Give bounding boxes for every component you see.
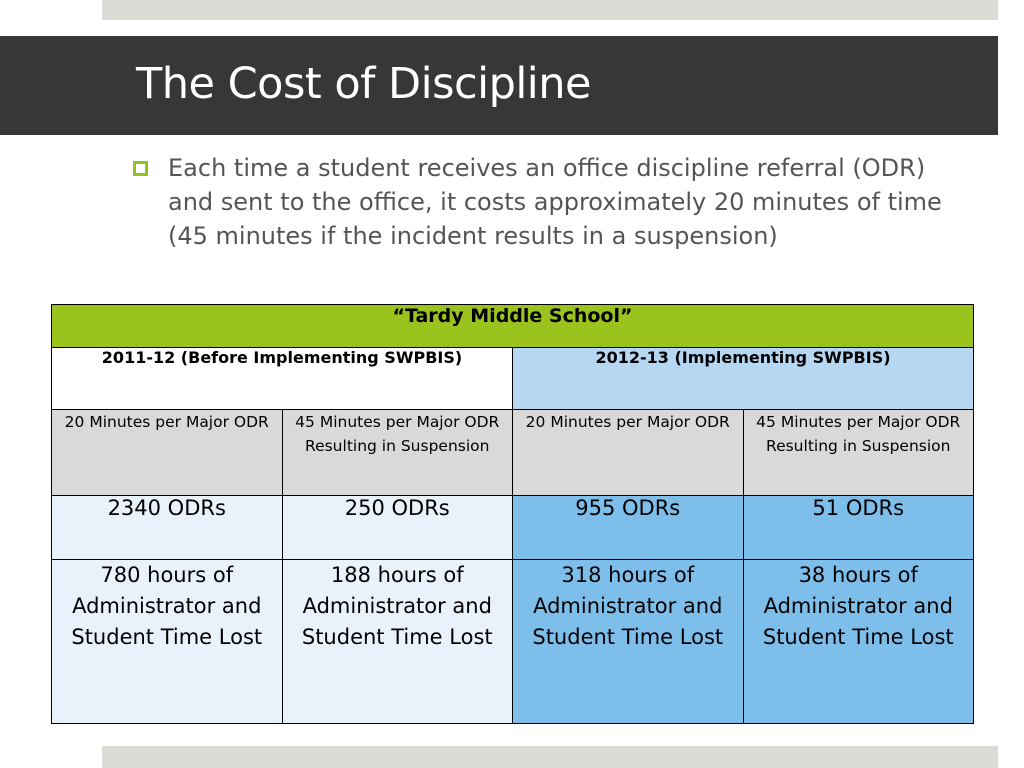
subheader-cell: 45 Minutes per Major ODR Resulting in Suspension — [282, 410, 513, 496]
odr-count-cell: 2340 ODRs — [52, 496, 283, 560]
hours-lost-cell: 318 hours of Administrator and Student Time Lost — [513, 560, 744, 724]
slide-title: The Cost of Discipline — [136, 59, 591, 109]
hours-lost-cell: 188 hours of Administrator and Student Time Lost — [282, 560, 513, 724]
odr-count-cell: 250 ODRs — [282, 496, 513, 560]
hours-lost-row — [52, 560, 974, 724]
period-header-row — [52, 348, 974, 410]
bottom-decorative-strip — [102, 746, 998, 768]
odr-count-row — [52, 496, 974, 560]
bullet-square-icon — [133, 161, 148, 176]
school-name-cell: “Tardy Middle School” — [52, 305, 974, 348]
top-decorative-strip — [102, 0, 998, 20]
period-after-cell: 2012-13 (Implementing SWPBIS) — [513, 348, 974, 410]
subheader-cell: 20 Minutes per Major ODR — [513, 410, 744, 496]
bullet-text: Each time a student receives an office discipline referral (ODR) and sent to the office, it costs approximately 20 minutes of time (45 minutes if the incident results in a suspension) — [168, 154, 942, 250]
subheader-row — [52, 410, 974, 496]
odr-count-cell: 955 ODRs — [513, 496, 744, 560]
subheader-cell: 20 Minutes per Major ODR — [52, 410, 283, 496]
period-before-cell: 2011-12 (Before Implementing SWPBIS) — [52, 348, 513, 410]
odr-count-cell: 51 ODRs — [743, 496, 974, 560]
hours-lost-cell: 38 hours of Administrator and Student Time Lost — [743, 560, 974, 724]
subheader-cell: 45 Minutes per Major ODR Resulting in Suspension — [743, 410, 974, 496]
discipline-cost-table — [51, 304, 974, 724]
school-header-row — [52, 305, 974, 348]
hours-lost-cell: 780 hours of Administrator and Student Time Lost — [52, 560, 283, 724]
